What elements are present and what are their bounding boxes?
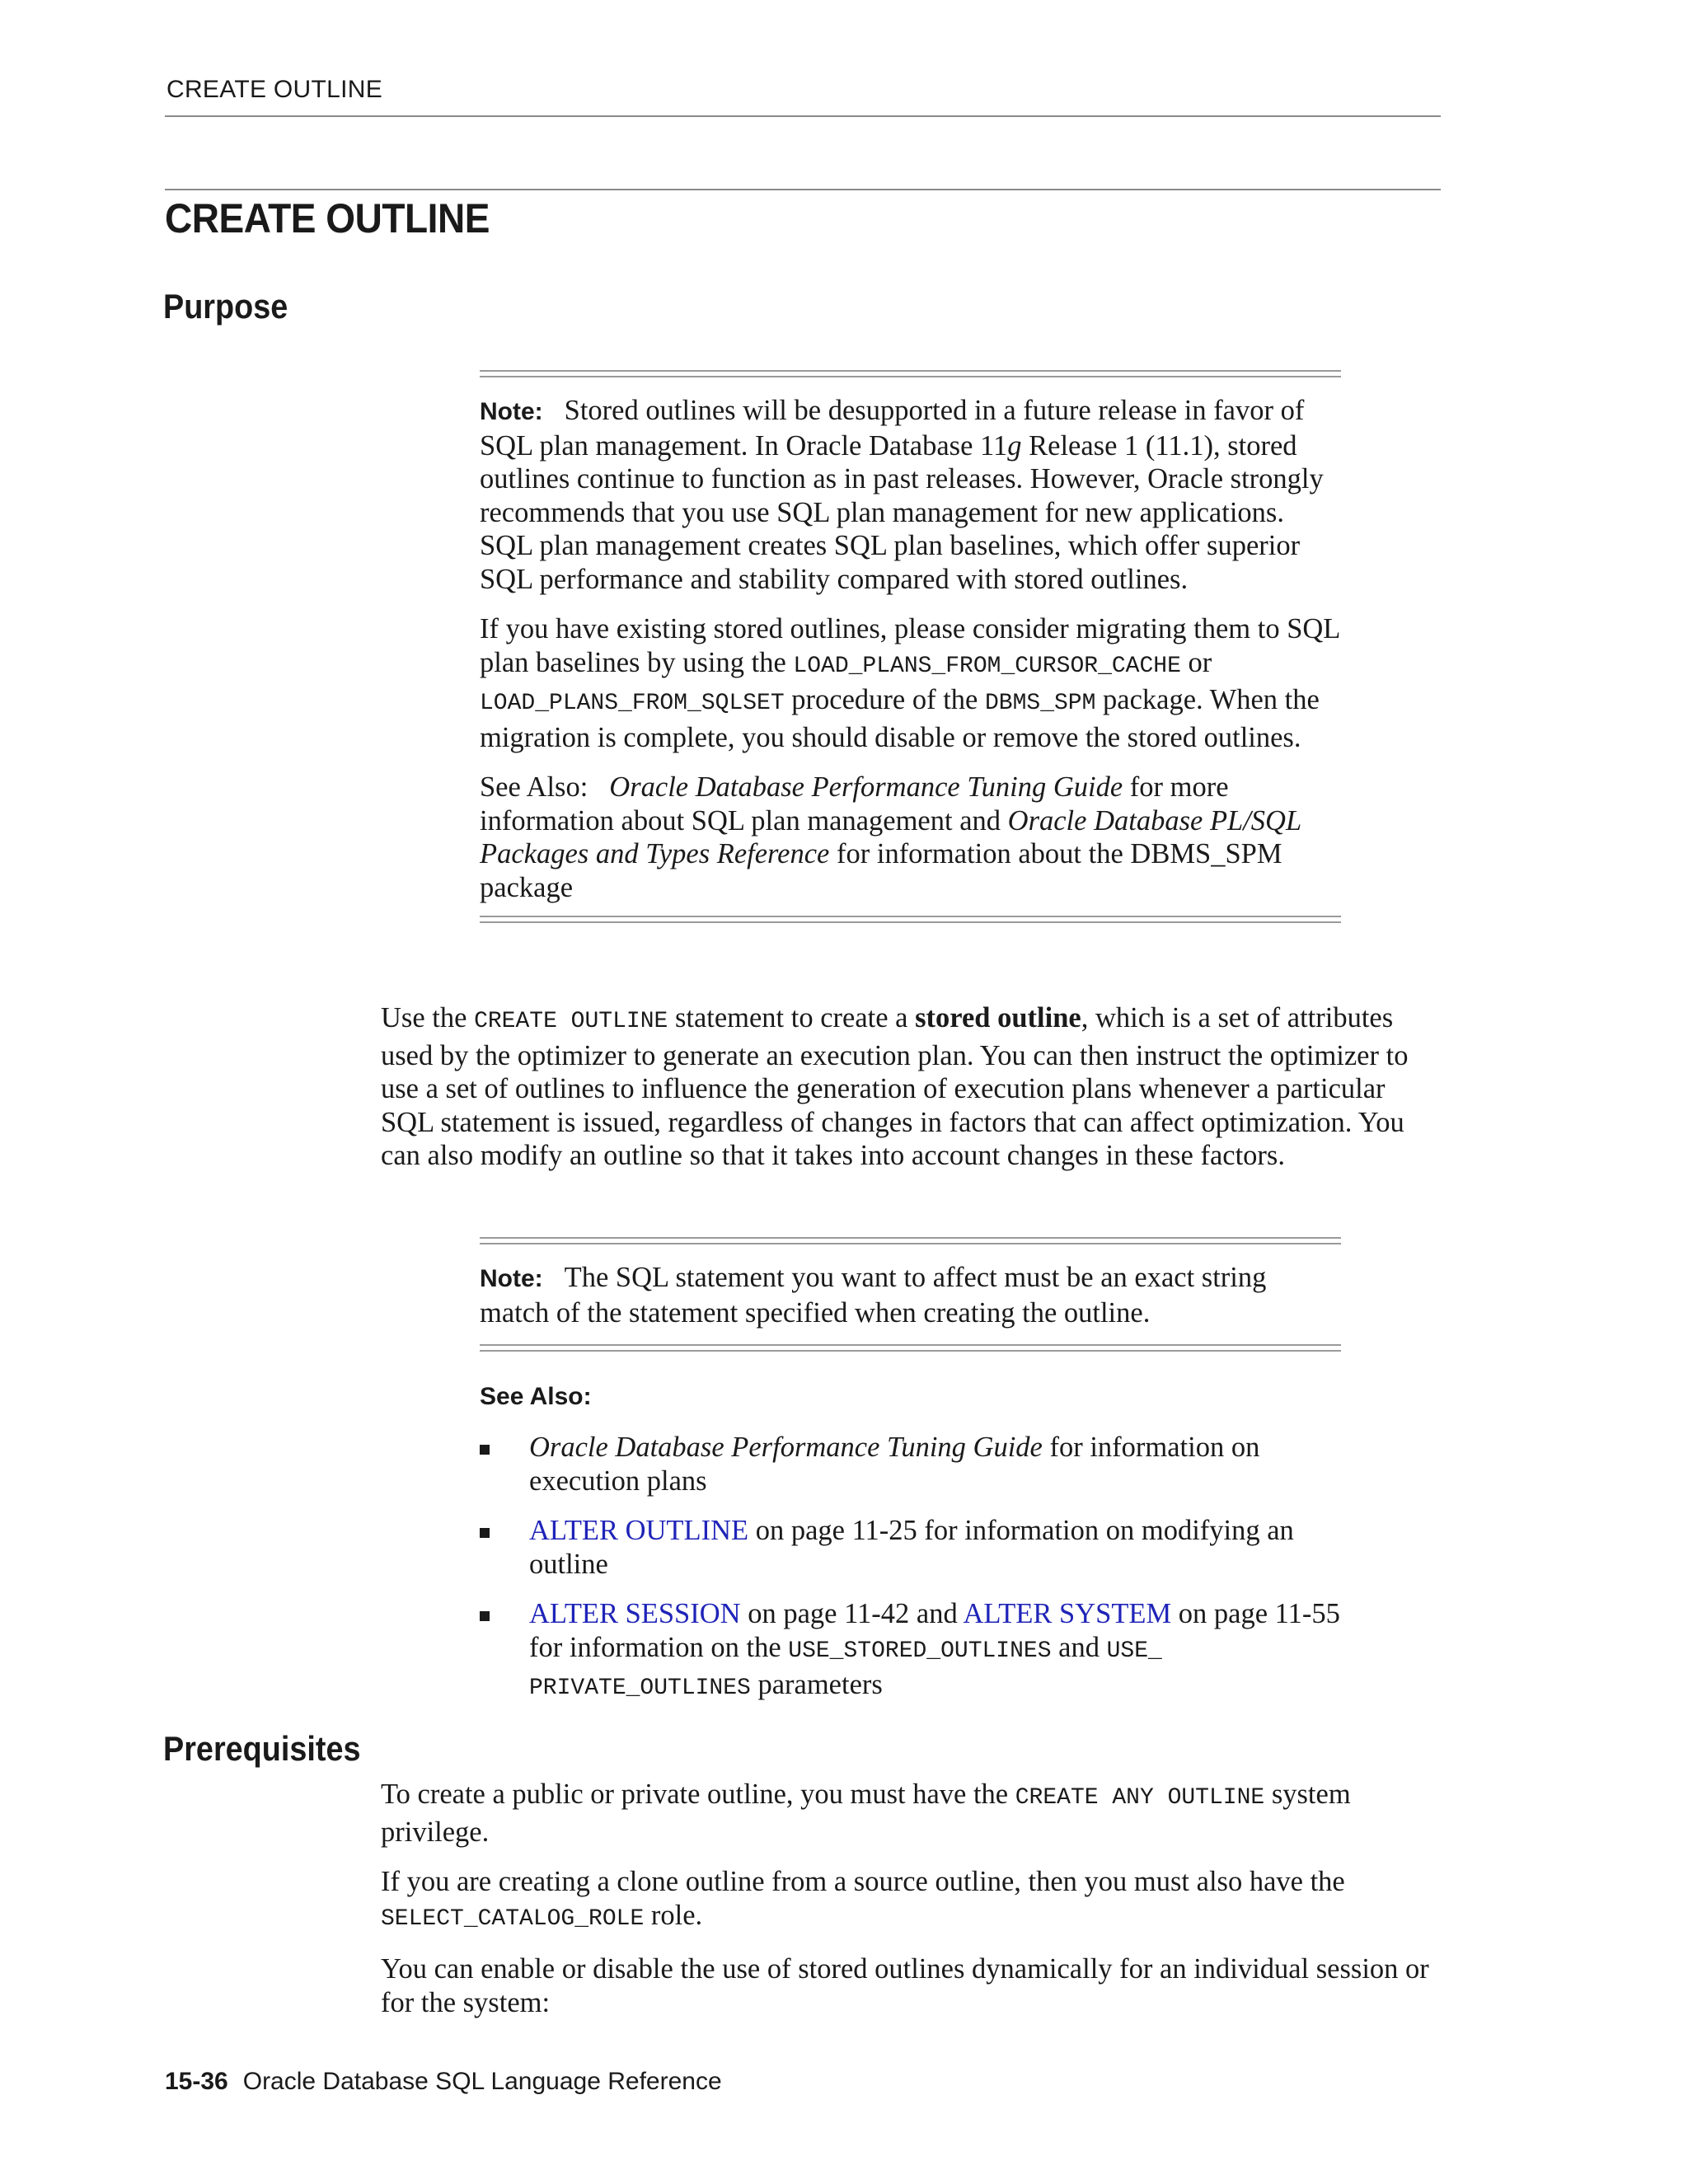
note-label: Note: — [480, 1265, 543, 1292]
code-select-catalog-role: SELECT_CATALOG_ROLE — [381, 1905, 645, 1932]
book-title-footer: Oracle Database SQL Language Reference — [242, 2068, 722, 2095]
code-dbms-spm: DBMS_SPM — [984, 691, 1096, 716]
note-text: package. When the migration is complete, you should disable or remove the stored outlines. — [480, 684, 1320, 753]
note-text: If you have existing stored outlines, please consider migrating them to SQL plan baselines by using the — [480, 613, 1340, 678]
see-also-block — [480, 1383, 1353, 1722]
purpose-body — [381, 1001, 1436, 1173]
bullet-icon — [480, 1445, 490, 1455]
note-bottom-rule — [480, 1344, 1341, 1346]
note-paragraph — [480, 612, 1341, 754]
code-create-outline: CREATE OUTLINE — [474, 1009, 668, 1034]
prerequisites-body — [381, 1778, 1436, 2019]
list-text: for information on execution plans — [529, 1432, 1260, 1497]
see-also-label: See Also: — [480, 1383, 592, 1410]
code-load-plans-sqlset: LOAD_PLANS_FROM_SQLSET — [480, 691, 785, 716]
body-text: If you are creating a clone outline from a source outline, then you must also have the — [381, 1866, 1345, 1897]
link-alter-system[interactable]: ALTER SYSTEM — [963, 1598, 1172, 1629]
code-load-plans-cursor-cache: LOAD_PLANS_FROM_CURSOR_CACHE — [793, 653, 1181, 679]
code-create-any-outline: CREATE ANY OUTLINE — [1015, 1785, 1265, 1811]
code-use-stored-outlines: USE_STORED_OUTLINES — [788, 1638, 1052, 1664]
exact-match-note — [480, 1237, 1341, 1352]
book-title: Oracle Database PL/SQL Packages and Types Reference — [480, 804, 1301, 869]
book-title: Oracle Database Performance Tuning Guide — [609, 771, 1123, 803]
list-text: and — [1051, 1631, 1107, 1663]
note-text: Release 1 (11.1), stored outlines continue to function as in past releases. However, Oracle strongly recommends that you use SQL plan management for new applications. SQL plan management creates SQL plan baselines, which offer superior SQL performance and stability compared with stored outlines. — [480, 429, 1324, 595]
link-alter-outline[interactable]: ALTER OUTLINE — [529, 1515, 749, 1546]
note-bottom-rule — [480, 916, 1341, 917]
note-top-rule — [480, 370, 1341, 372]
note-text-italic: g — [1007, 429, 1022, 462]
note-text: for more information about SQL plan management and — [480, 771, 1229, 837]
note-text: for information about the DBMS_SPM package — [480, 838, 1282, 903]
note-text: The SQL statement you want to affect must be an exact string match of the statement specified when creating the outline. — [480, 1262, 1267, 1329]
body-text: statement to create a — [668, 1002, 916, 1033]
note-text: or — [1180, 646, 1212, 678]
purpose-heading: Purpose — [163, 287, 288, 326]
page-footer — [165, 2068, 722, 2096]
note-text: procedure of the — [784, 684, 985, 715]
code-use-private-outlines: USE_ PRIVATE_OUTLINES — [529, 1638, 1162, 1701]
note-see-also — [480, 771, 1341, 904]
page-title: CREATE OUTLINE — [165, 195, 490, 241]
bullet-icon — [480, 1528, 490, 1538]
list-item — [480, 1514, 1353, 1581]
see-also-inline-label: See Also: — [480, 771, 588, 803]
body-text: system privilege. — [381, 1779, 1351, 1848]
note-text: Stored outlines will be desupported in a future release in favor of SQL plan management. In Oracle Database 11 — [480, 395, 1305, 462]
note-top-rule — [480, 1237, 1341, 1239]
list-text: on page 11-42 and — [740, 1598, 964, 1629]
page-number: 15-36 — [165, 2068, 228, 2095]
note-bottom-rule — [480, 921, 1341, 923]
list-text: on page 11-55 for information on the — [529, 1598, 1340, 1663]
list-text: on page 11-25 for information on modifying an outline — [529, 1515, 1294, 1580]
body-text: role. — [644, 1899, 703, 1931]
list-item — [480, 1597, 1353, 1706]
book-title: Oracle Database Performance Tuning Guide — [529, 1432, 1043, 1463]
bullet-icon — [480, 1611, 490, 1621]
desupport-note — [480, 370, 1341, 923]
note-paragraph — [480, 394, 1341, 596]
note-bottom-rule — [480, 1350, 1341, 1352]
prerequisites-heading: Prerequisites — [163, 1729, 361, 1768]
note-label: Note: — [480, 398, 543, 425]
body-text: , which is a set of attributes used by the optimizer to generate an execution plan. You can then instruct the optimizer to use a set of outlines to influence the generation of execution plans whenever a particular SQL statement is issued, regardless of changes in factors that can affect optimization. You can also modify an outline so that it takes into account changes in these factors. — [381, 1002, 1409, 1171]
body-text: To create a public or private outline, you must have the — [381, 1779, 1015, 1810]
running-header: CREATE OUTLINE — [166, 76, 383, 103]
body-text: You can enable or disable the use of stored outlines dynamically for an individual session or for the system: — [381, 1953, 1429, 2018]
body-text: Use the — [381, 1002, 475, 1033]
list-text: parameters — [750, 1669, 883, 1700]
link-alter-session[interactable]: ALTER SESSION — [529, 1598, 741, 1629]
list-item — [480, 1431, 1353, 1497]
title-rule — [165, 189, 1441, 190]
term-stored-outline: stored outline — [915, 1002, 1081, 1033]
header-rule — [165, 115, 1441, 117]
